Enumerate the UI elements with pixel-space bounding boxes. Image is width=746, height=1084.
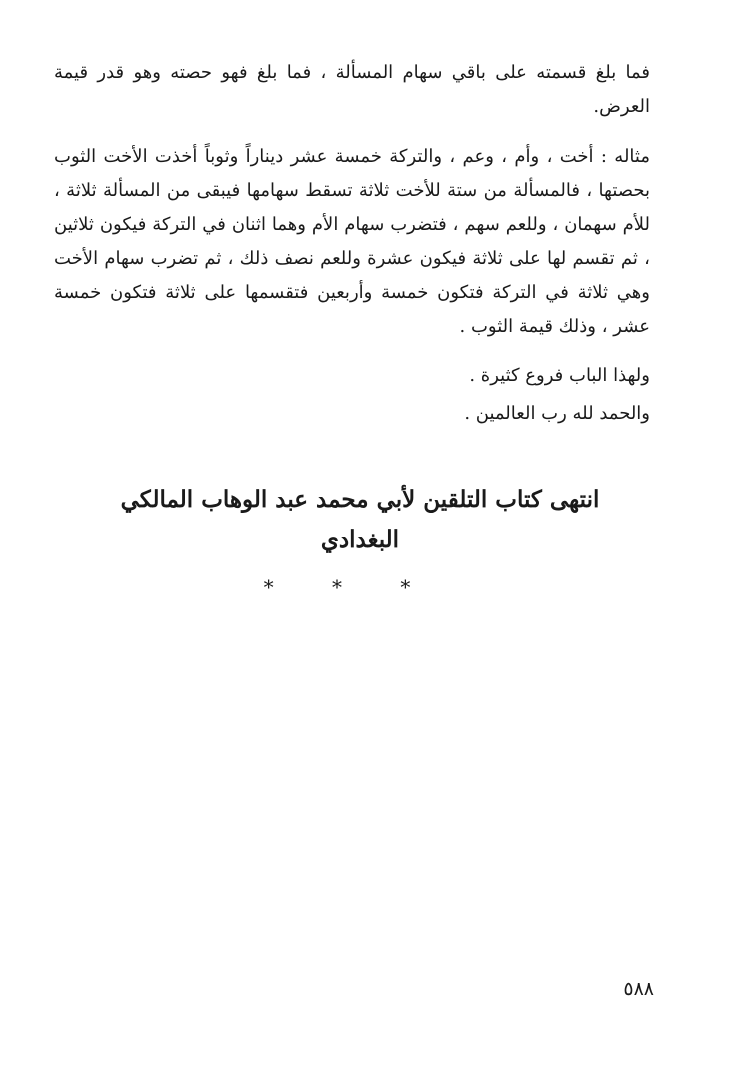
- paragraph-closing-praise: والحمد لله رب العالمين .: [464, 403, 650, 424]
- book-colophon: انتهى كتاب التلقين لأبي محمد عبد الوهاب المالكي البغدادي: [120, 486, 600, 553]
- paragraph-calculation-rule: فما بلغ قسمته على باقي سهام المسألة ، فما بلغ فهو حصته وهو قدر قيمة العرض.: [54, 62, 650, 117]
- page-number: ٥٨٨: [623, 978, 654, 1000]
- paragraph-branches-note: ولهذا الباب فروع كثيرة .: [469, 365, 650, 386]
- paragraph-example: مثاله : أخت ، وأم ، وعم ، والتركة خمسة عشر ديناراً وثوباً أخذت الأخت الثوب بحصتها ، فالمسألة من ستة للأخت ثلاثة تسقط سهامها فيبقى من المسألة ثلاثة ، للأم سهمان ، وللعم سهم ، فتضرب سهام الأم وهما اثنان في التركة فيكون ثلاثين ، ثم تقسم لها على ثلاثة فيكون عشرة وللعم نصف ذلك ، ثم تضرب سهام الأخت وهي ثلاثة في التركة فتكون خمسة وأربعين فتقسمها على ثلاثة فتكون خمسة عشر ، وذلك قيمة الثوب .: [54, 146, 650, 337]
- section-ornament: * * *: [263, 575, 437, 599]
